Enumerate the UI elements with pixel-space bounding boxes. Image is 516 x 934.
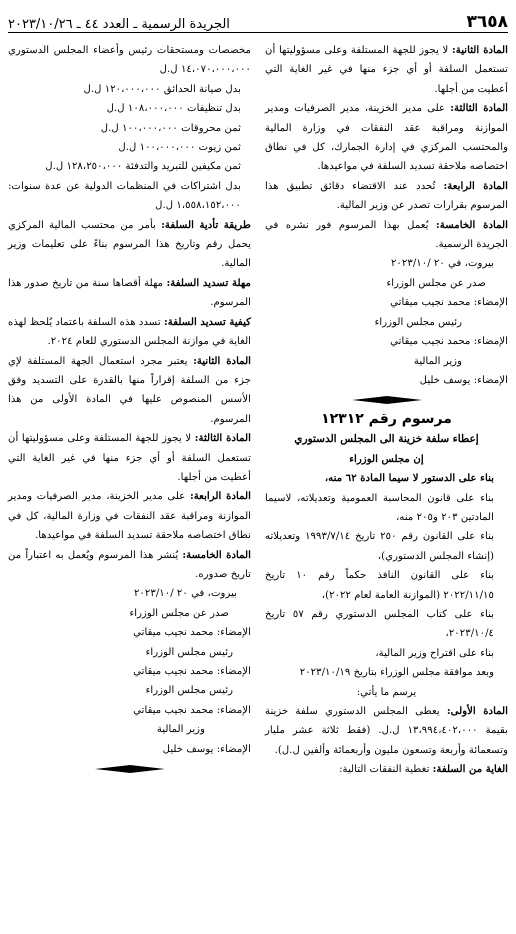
decree-subject: إعطاء سلفة خزينة الى المجلس الدستوري bbox=[294, 433, 479, 446]
legal-basis: بناء على قانون المحاسبة العمومية وتعديلاته، لاسيما المادتين ٢٠٣ و٢٠٥ منه، bbox=[265, 492, 494, 523]
signature-line: صدر عن مجلس الوزراء bbox=[386, 277, 486, 289]
purpose-label: الغاية من السلفة: bbox=[432, 763, 508, 776]
signature-line: الإمضاء: يوسف خليل bbox=[419, 374, 508, 386]
section-label: كيفية تسديد السلفة: bbox=[164, 315, 251, 328]
signature-line: الإمضاء: محمد نجيب ميقاتي bbox=[133, 666, 251, 677]
gazette-title: الجريدة الرسمية ـ العدد ٤٤ ـ ٢٠٢٣/١٠/٢٦ bbox=[8, 17, 230, 32]
article-text: على مدير الخزينة، مدير الصرفيات ومدير الموازنة ومراقبة عقد النفقات في وزارة المالية، كل في نطاق اختصاصه ملاحقة تسديد السلفة في مواعيدها. bbox=[8, 491, 251, 542]
legal-basis: بناء على كتاب المجلس الدستوري رقم ٥٧ تاريخ ٢٠٢٣/١٠/٤، bbox=[265, 608, 494, 640]
article-label: المادة الرابعة: bbox=[189, 490, 251, 503]
legal-basis: بناء على القانون رقم ٢٥٠ تاريخ ١٩٩٣/٧/١٤ وتعديلاته (إنشاء المجلس الدستوري)، bbox=[265, 531, 495, 562]
council-heading: إن مجلس الوزراء bbox=[349, 452, 424, 465]
section-divider bbox=[8, 765, 251, 773]
section-divider bbox=[265, 396, 508, 404]
article-text: يعتبر مجرد استعمال الجهة المستلفة لإي جزء من السلفة إقراراً منها بالقدرة على التسديد وفق الأسس المنصوص عليها في المادة الأولى من هذا المرسوم. bbox=[8, 355, 251, 425]
legal-basis: بناء على اقتراح وزير المالية، bbox=[375, 647, 494, 659]
left-column bbox=[8, 41, 251, 780]
signature-line: الإمضاء: محمد نجيب ميقاتي bbox=[390, 336, 508, 348]
columns bbox=[8, 41, 508, 780]
article-label: المادة الثانية: bbox=[452, 44, 508, 56]
expense-item: بدل تنظيفات ١٠٨،٠٠٠،٠٠٠ ل.ل bbox=[106, 103, 241, 115]
article-text: يُعمل بهذا المرسوم فور نشره في الجريدة الرسمية. bbox=[265, 219, 508, 251]
section-label: طريقة تأدية السلفة: bbox=[161, 218, 251, 231]
article-text: يعطى المجلس الدستوري سلفة خزينة بقيمة ١٣،٩٩٤،٤٠٢،٠٠٠ ل.ل. (فقط ثلاثة عشر مليار وتسعمائة وأربعة وتسعون مليون وأربعمائة وألفين ل.ل). bbox=[265, 706, 508, 756]
expense-item: بدل اشتراكات في المنظمات الدولية عن عدة سنوات: ١،٥٥٨،١٥٢،٠٠٠ ل.ل bbox=[8, 180, 241, 212]
expense-item: ثمن زيوت ١٠٠،٠٠٠،٠٠٠ ل.ل bbox=[118, 142, 241, 154]
legal-basis: بناء على الدستور لا سيما المادة ٦٢ منه، bbox=[324, 472, 494, 485]
decrees-line: يرسم ما يأتي: bbox=[356, 686, 417, 698]
signature-line: الإمضاء: يوسف خليل bbox=[162, 743, 251, 755]
signature-line: وزير المالية bbox=[156, 724, 205, 736]
signature-line: رئيس مجلس الوزراء bbox=[374, 316, 462, 328]
date-line: بيروت، في ٢٠ /٢٠٢٣/١٠ bbox=[390, 258, 494, 270]
signature-line: رئيس مجلس الوزراء bbox=[145, 685, 233, 697]
purpose-text: تغطية النفقات التالية: bbox=[339, 764, 430, 776]
section-text: بأمر من محتسب المالية المركزي يحمل رقم وتاريخ هذا المرسوم بناءً على تعليمات وزير المالية. bbox=[8, 219, 251, 270]
signature-line: صدر عن مجلس الوزراء bbox=[129, 607, 229, 619]
article-text: يُنشر هذا المرسوم ويُعمل به اعتباراً من تاريخ صدوره. bbox=[8, 549, 251, 580]
section-label: مهلة تسديد السلفة: bbox=[166, 276, 251, 289]
article-label: المادة الثالثة: bbox=[194, 432, 251, 445]
article-label: المادة الأولى: bbox=[446, 705, 508, 717]
signature-line: الإمضاء: محمد نجيب ميقاتي bbox=[133, 704, 251, 716]
article-label: المادة الخامسة: bbox=[182, 548, 251, 561]
article-text: لا يجوز للجهة المستلفة وعلى مسؤوليتها أن تستعمل السلفة أو أي جزء منها في غير الغاية التي أعطيت من أجلها. bbox=[265, 45, 508, 95]
signature-line: الإمضاء: محمد نجيب ميقاتي bbox=[133, 627, 251, 639]
article-label: المادة الثالثة: bbox=[450, 102, 509, 115]
article-text: على مدير الخزينة، مدير الصرفيات ومدير الموازنة ومراقبة عقد النفقات في وزارة المالية والمحتسب المركزي في إدارة الجمارك، كل في نطاق اختصاصه ملاحقة تسديد السلفة في مواعيدها. bbox=[265, 103, 508, 173]
expense-item: ثمن مكيفين للتبريد والتدفئة ١٢٨،٢٥٠،٠٠٠ ل.ل bbox=[45, 161, 241, 173]
signature-line: رئيس مجلس الوزراء bbox=[145, 646, 233, 658]
article-label: المادة الرابعة: bbox=[443, 179, 508, 192]
article-text: لا يجوز للجهة المستلفة وعلى مسؤوليتها أن تستعمل السلفة أو أي جزء منها في غير الغاية التي أعطيت من أجلها. bbox=[8, 433, 251, 483]
page-number: ٣٦٥٨ bbox=[466, 12, 508, 32]
legal-basis: وبعد موافقة مجلس الوزراء بتاريخ ٢٠٢٣/١٠/١٩ bbox=[299, 667, 494, 679]
expense-item: بدل صيانة الحدائق ١٢٠،٠٠٠،٠٠٠ ل.ل bbox=[83, 83, 241, 95]
legal-basis: بناء على القانون النافذ حكماً رقم ١٠ تاريخ ٢٠٢٢/١١/١٥ (الموازنة العامة لعام ٢٠٢٢)، bbox=[265, 570, 495, 601]
section-text: مهلة أقصاها سنة من تاريخ صدور هذا المرسوم. bbox=[8, 277, 251, 309]
date-line: بيروت، في ٢٠ /٢٠٢٣/١٠ bbox=[133, 588, 237, 600]
decree-title: مرسوم رقم ١٢٣١٢ bbox=[321, 411, 452, 428]
allocation-intro: مخصصات ومستحقات رئيس وأعضاء المجلس الدستوري ١٤،٠٧٠،٠٠٠،٠٠٠ ل.ل bbox=[8, 45, 251, 76]
signature-line: وزير المالية bbox=[413, 355, 462, 367]
article-label: المادة الخامسة: bbox=[435, 218, 508, 231]
right-column bbox=[265, 41, 508, 780]
section-text: تسدد هذه السلفة باعتماد يُلحظ لهذه الغاية في موازنة المجلس الدستوري للعام ٢٠٢٤. bbox=[8, 316, 251, 348]
page-header bbox=[8, 6, 508, 33]
signature-line: الإمضاء: محمد نجيب ميقاتي bbox=[390, 297, 508, 309]
article-text: تُحدد عند الاقتضاء دقائق تطبيق هذا المرسوم بقرارات تصدر عن وزير المالية. bbox=[265, 180, 508, 212]
expense-item: ثمن محروقات ١٠٠،٠٠٠،٠٠٠ ل.ل bbox=[100, 122, 241, 134]
article-label: المادة الثانية: bbox=[193, 354, 251, 367]
